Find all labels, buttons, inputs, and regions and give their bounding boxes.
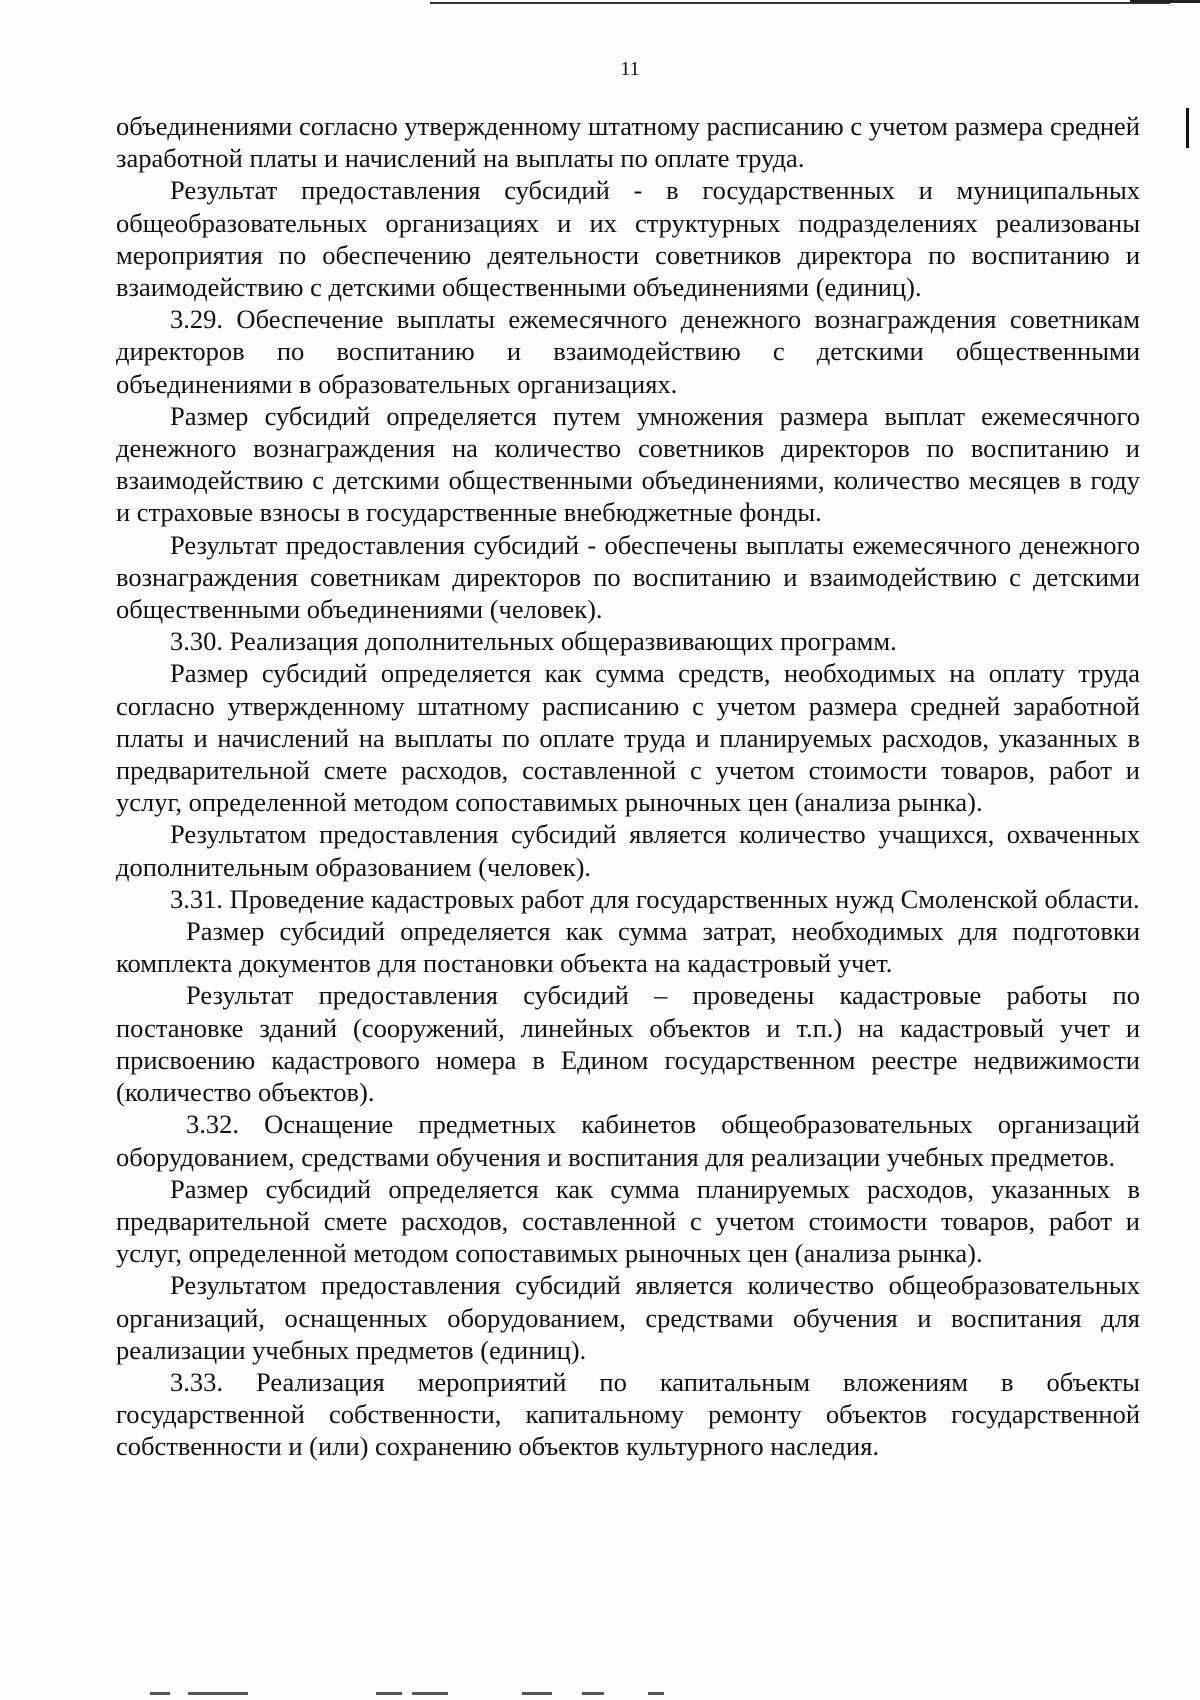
paragraph-subsidy-size-3-31: Размер субсидий определяется как сумма затрат, необходимых для подготовки комплекта документов для постановки объекта на кадастровый учет. (116, 916, 1140, 979)
document-body (116, 110, 1140, 1463)
section-3-30-heading: 3.30. Реализация дополнительных общеразвивающих программ. (170, 626, 897, 657)
paragraph-subsidy-size-3-32: Размер субсидий определяется как сумма планируемых расходов, указанных в предварительной смете расходов, составленной с учетом стоимости товаров, работ и услуг, определенной методом сопоставимых рыночных цен (анализа рынка). (116, 1173, 1140, 1269)
paragraph-result-3-31: Результат предоставления субсидий – проведены кадастровые работы по постановке зданий (сооружений, линейных объектов и т.п.) на кадастровый учет и присвоению кадастрового номера в Едином государственном реестре недвижимости (количество объектов). (116, 980, 1140, 1108)
paragraph-continuation: объединениями согласно утвержденному штатному расписанию с учетом размера средней заработной платы и начислений на выплаты по оплате труда. (116, 111, 1140, 174)
paragraph-result-3-30: Результатом предоставления субсидий является количество учащихся, охваченных дополнительным образованием (человек). (116, 819, 1140, 882)
page-number: 11 (620, 58, 640, 80)
section-3-31-heading: 3.31. Проведение кадастровых работ для государственных нужд Смоленской области. (170, 883, 1140, 914)
paragraph-subsidy-size-3-29: Размер субсидий определяется путем умножения размера выплат ежемесячного денежного вознаграждения на количество советников директоров по воспитанию и взаимодействию с детскими общественными объединениями, количество месяцев в году и страховые взносы в государственные внебюджетные фонды. (116, 400, 1140, 528)
scan-margin-mark (1186, 108, 1189, 148)
section-3-33-heading: 3.33. Реализация мероприятий по капитальным вложениям в объекты государственной собственности, капитальному ремонту объектов государственной собственности и (или) сохранению объектов культурного наследия. (116, 1366, 1140, 1462)
paragraph-result-3-32: Результатом предоставления субсидий является количество общеобразовательных организаций, оснащенных оборудованием, средствами обучения и воспитания для реализации учебных предметов (единиц). (116, 1270, 1140, 1365)
scan-top-rule-edge (1130, 0, 1200, 3)
scan-top-rule (430, 2, 1170, 4)
paragraph-result-3-29: Результат предоставления субсидий - обеспечены выплаты ежемесячного денежного вознаграждения советникам директоров по воспитанию и взаимодействию с детскими общественными объединениями (человек). (116, 529, 1140, 625)
paragraph-result-advisors: Результат предоставления субсидий - в государственных и муниципальных общеобразовательных организациях и их структурных подразделениях реализованы мероприятия по обеспечению деятельности советников директора по воспитанию и взаимодействию с детскими общественными объединениями (единиц). (116, 175, 1140, 303)
section-3-29-heading: 3.29. Обеспечение выплаты ежемесячного денежного вознаграждения советникам директоров по воспитанию и взаимодействию с детскими общественными объединениями в образовательных организациях. (116, 304, 1140, 399)
paragraph-subsidy-size-3-30: Размер субсидий определяется как сумма средств, необходимых на оплату труда согласно утвержденному штатному расписанию с учетом размера средней заработной платы и начислений на выплаты по оплате труда и планируемых расходов, указанных в предварительной смете расходов, составленной с учетом стоимости товаров, работ и услуг, определенной методом сопоставимых рыночных цен (анализа рынка). (116, 658, 1140, 818)
section-3-32-heading: 3.32. Оснащение предметных кабинетов общеобразовательных организаций оборудованием, средствами обучения и воспитания для реализации учебных предметов. (116, 1109, 1140, 1172)
scan-bottom-marks (150, 1692, 710, 1696)
